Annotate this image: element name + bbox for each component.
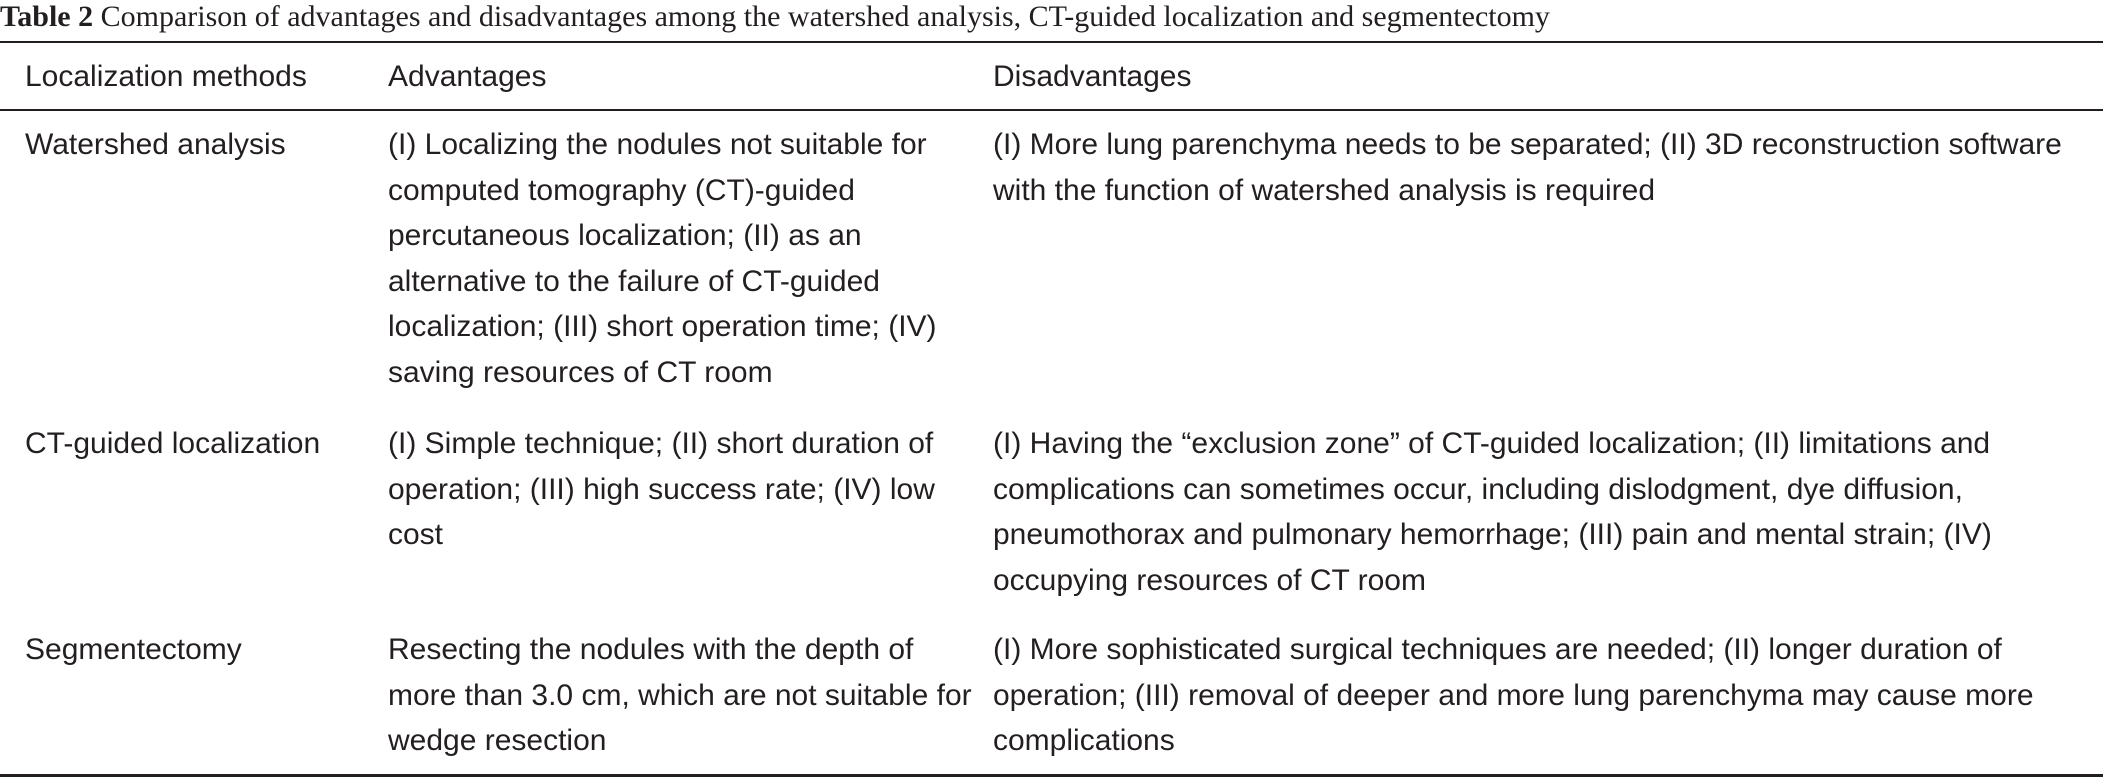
- table-header-rule: [0, 109, 2103, 111]
- row-segmentectomy-disadvantages: (I) More sophisticated surgical techniques are needed; (II) longer duration of operation; (III) removal of deeper and more lung parenchyma may cause more complications: [993, 633, 2034, 757]
- row-segmentectomy-advantages: Resecting the nodules with the depth of more than 3.0 cm, which are not suitable for wedge resection: [388, 633, 972, 757]
- header-advantages: Advantages: [388, 60, 547, 93]
- row-segmentectomy-method: Segmentectomy: [25, 633, 242, 666]
- table-caption-label: Table 2: [0, 0, 94, 33]
- row-watershed-advantages: (I) Localizing the nodules not suitable for computed tomography (CT)-guided percutaneous localization; (II) as an alternative to the failure of CT-guided localization; (III) short operation time; (IV) saving resources of CT room: [388, 128, 937, 389]
- row-watershed-disadvantages: (I) More lung parenchyma needs to be separated; (II) 3D reconstruction software with the function of watershed analysis is required: [993, 128, 2062, 207]
- table-caption-text: Comparison of advantages and disadvantages among the watershed analysis, CT-guided localization and segmentectomy: [100, 0, 1550, 33]
- header-localization-methods: Localization methods: [25, 60, 307, 93]
- header-disadvantages: Disadvantages: [993, 60, 1192, 93]
- row-watershed-method: Watershed analysis: [25, 128, 286, 161]
- row-ct-guided-disadvantages: (I) Having the “exclusion zone” of CT-guided localization; (II) limitations and complications can sometimes occur, including dislodgment, dye diffusion, pneumothorax and pulmonary hemorrhage; (III) pain and mental strain; (IV) occupying resources of CT room: [993, 427, 1992, 597]
- row-ct-guided-advantages: (I) Simple technique; (II) short duration of operation; (III) high success rate; (IV) low cost: [388, 427, 935, 551]
- table-caption: [0, 0, 1550, 38]
- row-ct-guided-method: CT-guided localization: [25, 427, 321, 460]
- table-top-rule: [0, 41, 2103, 43]
